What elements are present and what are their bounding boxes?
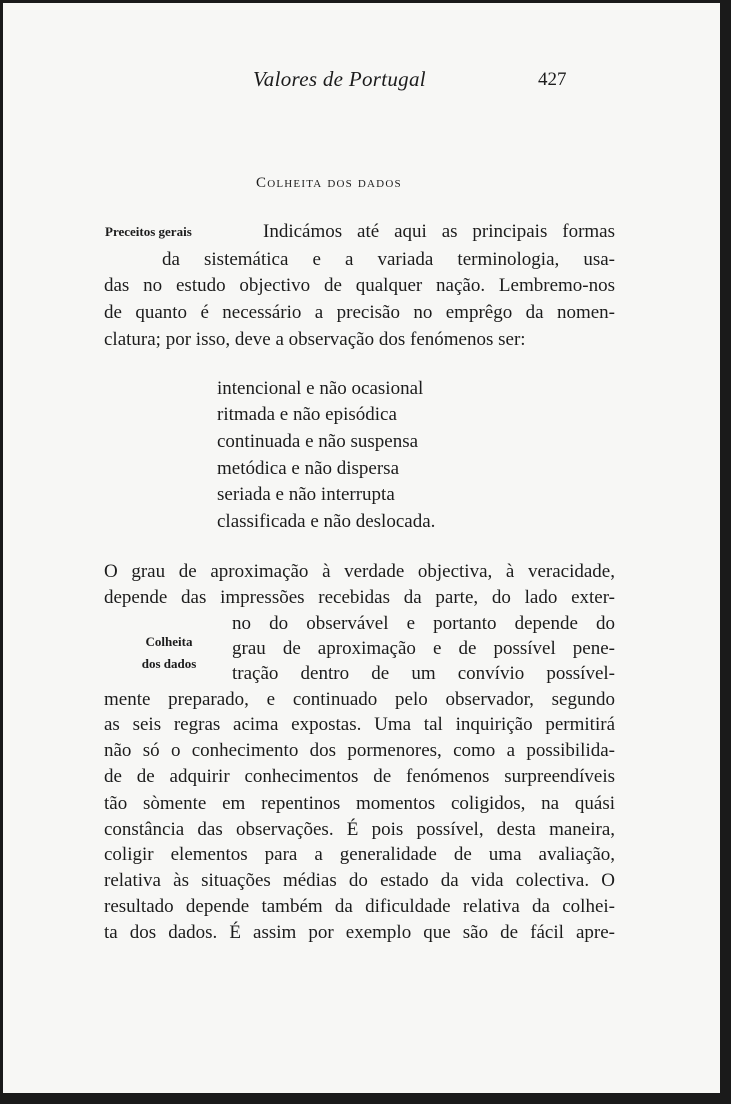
- paragraph-line: não só o conhecimento dos pormenores, como a possibilida-: [104, 740, 615, 761]
- section-heading: Colheita dos dados: [256, 175, 402, 191]
- margin-note-colheita-line2: dos dados: [141, 656, 197, 671]
- paragraph-line: constância das observações. É pois possível, desta maneira,: [104, 819, 615, 840]
- paragraph-line: das no estudo objectivo de qualquer nação. Lembremo-nos: [104, 275, 615, 296]
- paragraph-line: Indicámos até aqui as principais formas: [263, 221, 615, 242]
- paragraph-line: mente preparado, e continuado pelo observador, segundo: [104, 689, 615, 710]
- list-item: ritmada e não episódica: [217, 404, 397, 425]
- paragraph-line: grau de aproximação e de possível pene-: [232, 638, 615, 659]
- paragraph-line: clatura; por isso, deve a observação dos fenómenos ser:: [104, 329, 526, 350]
- margin-note-colheita: [130, 631, 208, 675]
- paragraph-line: tão sòmente em repentinos momentos coligidos, na quási: [104, 793, 615, 814]
- list-item: classificada e não deslocada.: [217, 511, 436, 532]
- paragraph-line: ta dos dados. É assim por exemplo que são de fácil apre-: [104, 922, 615, 943]
- paragraph-line: relativa às situações médias do estado da vida colectiva. O: [104, 870, 615, 891]
- paragraph-line: depende das impressões recebidas da parte, do lado exter-: [104, 587, 615, 608]
- margin-note-colheita-line1: Colheita: [145, 634, 193, 649]
- paragraph-line: tração dentro de um convívio possível-: [232, 663, 615, 684]
- paragraph-line: coligir elementos para a generalidade de uma avaliação,: [104, 844, 615, 865]
- list-item: metódica e não dispersa: [217, 458, 400, 479]
- paragraph-line: O grau de aproximação à verdade objectiva, à veracidade,: [104, 561, 615, 582]
- book-page: [3, 3, 720, 1093]
- margin-note-preceitos: Preceitos gerais: [105, 224, 192, 239]
- paragraph-line: de de adquirir conhecimentos de fenómenos surpreendíveis: [104, 766, 615, 787]
- list-item: continuada e não suspensa: [217, 431, 419, 452]
- paragraph-line: da sistemática e a variada terminologia, usa-: [162, 249, 615, 270]
- running-title: Valores de Portugal: [253, 67, 426, 91]
- paragraph-line: as seis regras acima expostas. Uma tal inquirição permitirá: [104, 714, 615, 735]
- paragraph-line: de quanto é necessário a precisão no emprêgo da nomen-: [104, 302, 615, 323]
- paragraph-line: resultado depende também da dificuldade relativa da colhei-: [104, 896, 615, 917]
- list-item: intencional e não ocasional: [217, 378, 424, 399]
- paragraph-line: no do observável e portanto depende do: [232, 613, 615, 634]
- page-number: 427: [538, 69, 567, 90]
- list-item: seriada e não interrupta: [217, 484, 395, 505]
